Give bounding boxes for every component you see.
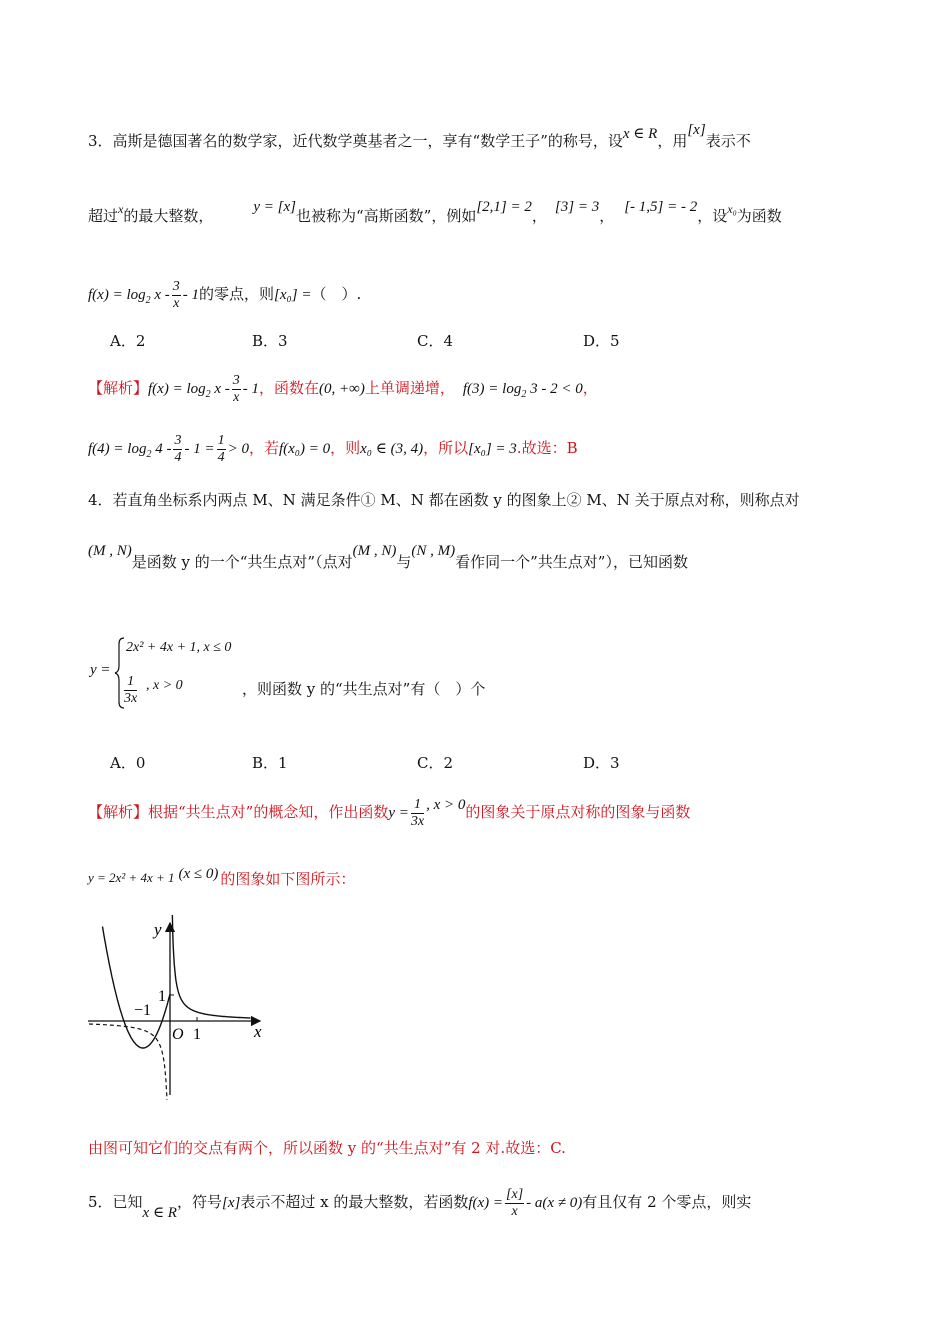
- q3-frac-num: 3: [172, 278, 180, 294]
- q4-sol-fraction: [411, 797, 424, 830]
- q3-function-tail: - 1: [182, 287, 200, 303]
- q3-sol-f4-d1: 4: [174, 449, 182, 465]
- q3-example-2: [3] = 3: [554, 199, 600, 215]
- q5-text-3: 表示不超过 x 的最大整数，若函数: [240, 1193, 469, 1211]
- q3-x-symbol: x: [118, 202, 124, 216]
- q3-sol2-answer: .故选：B: [516, 439, 578, 457]
- q4-option-d: D．3: [583, 754, 620, 772]
- q3-option-c: C．4: [417, 332, 454, 350]
- q5-text-4: 有且仅有 2 个零点，则实: [582, 1193, 752, 1211]
- q3-sol-f4-b: - 1 =: [184, 441, 215, 457]
- q4-option-b: B．1: [252, 754, 288, 772]
- q4-conclusion: [88, 1137, 566, 1159]
- q4-sol-num: 1: [411, 797, 424, 814]
- q3-sol-frac-den: x: [233, 389, 240, 405]
- q3-example-3: [- 1,5] = - 2: [624, 199, 698, 215]
- q3-sol-f4-a: 4 -: [151, 441, 172, 457]
- q3-analysis-tag: 【解析】: [88, 379, 149, 397]
- q3-stem-text: 3．高斯是德国著名的数学家，近代数学奠基者之一，享有“数学王子”的称号，设: [88, 132, 623, 150]
- q3-sol-f3-base: 2: [521, 389, 527, 400]
- q3-sol-interval: (0, +∞): [319, 381, 365, 397]
- q4-sol-text-3: 的图象如下图所示：: [220, 870, 356, 888]
- q5-function: f(x) =: [468, 1195, 504, 1211]
- q4-l2-text-1: 是函数 y 的一个“共生点对”（点对: [131, 553, 353, 571]
- q3-example-1: [2,1] = 2: [476, 199, 532, 215]
- q3-domain-symbol: x ∈ R: [622, 126, 658, 142]
- q4-conclusion-text: 由图可知它们的交点有两个，所以函数 y 的“共生点对”有 2 对.故选：C.: [88, 1139, 566, 1157]
- q3-l2-text-2: 的最大整数，: [123, 207, 214, 225]
- q4-piecewise-function: [88, 636, 588, 712]
- q4-sol-quadratic: y = 2x² + 4x + 1: [88, 870, 175, 885]
- graph-hyperbola-curve: [172, 915, 251, 1018]
- q3-sol-fraction: [232, 373, 241, 406]
- q3-sol-f4-d2: 4: [217, 449, 225, 465]
- q3-line-3: [88, 276, 361, 319]
- q4-sol-cond: , x > 0: [426, 797, 466, 813]
- graph-y-one-label: 1: [158, 988, 166, 1005]
- q4-sol-quadratic-cond: (x ≤ 0): [178, 866, 219, 882]
- q4-point-pair-mn: (M , N): [88, 543, 132, 559]
- q4-solution-line-2: [88, 868, 355, 891]
- q4-piece-num: 1: [124, 674, 137, 691]
- q5-function-tail: - a(x ≠ 0): [526, 1195, 583, 1211]
- graph-x-one-label: 1: [193, 1026, 201, 1043]
- q4-sol-text-2: 的图象关于原点对称的图象与函数: [465, 803, 691, 821]
- graph-neg-one-label: −1: [134, 1002, 152, 1019]
- q3-sol-text-2: 上单调递增，: [364, 379, 455, 397]
- q3-solution-line-2: [88, 430, 578, 473]
- q3-l3-text: 的零点，则: [199, 285, 275, 303]
- q4-line-1: [88, 489, 800, 511]
- q3-line-2: [88, 199, 782, 228]
- q3-option-d: D．5: [583, 332, 620, 350]
- q3-comma-2: ，: [599, 207, 615, 225]
- q5-text-1: 5．已知: [88, 1193, 143, 1211]
- q3-l2-text-3: 也被称为“高斯函数”，例如: [295, 207, 477, 225]
- q3-stem-text-3: 表示不: [705, 132, 751, 150]
- q3-sol-f3-value: 3 - 2 < 0: [526, 381, 583, 397]
- q3-sol-log-base: 2: [205, 389, 211, 400]
- q5-floor-symbol: [x]: [222, 1195, 241, 1211]
- q3-function: f(x) = log: [88, 287, 146, 303]
- q4-option-a: A．0: [110, 754, 146, 772]
- q3-sol2-text-1: ，若: [248, 439, 279, 457]
- q3-gauss-function: y = [x]: [253, 199, 296, 215]
- q4-line-2: [88, 543, 688, 574]
- q4-function-graph: [82, 915, 272, 1100]
- q3-sol-f4-frac2: [217, 433, 226, 466]
- q3-sol-fx0: f(x₀) = 0: [278, 441, 331, 457]
- q3-line-1: [88, 122, 751, 153]
- q4-l2-text-3: 看作同一个”共生点对”），已知函数: [455, 553, 688, 571]
- q3-floor-symbol: [x]: [687, 122, 706, 138]
- q3-sol-function: f(x) = log: [148, 381, 206, 397]
- q5-frac-num: [x]: [506, 1186, 524, 1202]
- q4-sol-y: y =: [388, 805, 409, 821]
- q3-sol-frac-num: 3: [232, 372, 240, 388]
- q4-point-pair-mn-2: (M , N): [352, 543, 397, 559]
- q4-solution-line-1: [88, 792, 690, 833]
- q4-piece-question: ，则函数 y 的“共生点对”有（ ）个: [242, 680, 486, 698]
- q3-sol-f3: f(3) = log: [462, 381, 522, 397]
- q4-sol-den: 3x: [410, 813, 425, 829]
- q3-sol-x0-interval: x₀ ∈ (3, 4): [360, 441, 424, 457]
- q3-log-base: 2: [145, 295, 151, 306]
- q3-sol-text-3: ，: [582, 379, 598, 397]
- q3-comma-1: ，: [531, 207, 547, 225]
- q5-text-2: ，符号: [176, 1193, 222, 1211]
- q3-sol-function-x: x -: [210, 381, 230, 397]
- q5-frac-den: x: [511, 1203, 518, 1219]
- graph-x-label: x: [254, 1022, 262, 1041]
- q3-function-x: x -: [150, 287, 170, 303]
- q3-l2-text: 超过: [88, 207, 119, 225]
- q4-piece-case-2: , x > 0: [146, 678, 183, 693]
- q4-stem-text: 4．若直角坐标系内两点 M、N 满足条件① M、N 都在函数 y 的图象上② M、N 关于原点对称，则称点对: [88, 491, 800, 509]
- q3-sol2-text-2: ，则: [330, 439, 361, 457]
- q3-floor-x0: [x₀] =: [274, 287, 312, 303]
- q4-sol-text-1: 根据“共生点对”的概念知，作出函数: [148, 803, 389, 821]
- q4-point-pair-nm: (N , M): [411, 543, 456, 559]
- q4-analysis-tag: 【解析】: [88, 803, 149, 821]
- q3-l2-text-5: 为函数: [736, 207, 782, 225]
- q3-sol2-text-3: ，所以: [423, 439, 469, 457]
- q3-sol-f4-n1: 3: [174, 432, 182, 448]
- graph-y-label: y: [154, 920, 162, 939]
- graph-origin-label: O: [172, 1026, 184, 1043]
- q4-l2-text-2: 与: [396, 553, 412, 571]
- q4-piece-den: 3x: [124, 691, 138, 706]
- q4-option-c: C．2: [417, 754, 454, 772]
- q3-fraction: [172, 279, 181, 312]
- q3-sol-result: [x₀] = 3: [468, 441, 517, 457]
- q3-sol-f4: f(4) = log: [88, 441, 147, 457]
- q3-option-a: A．2: [110, 332, 146, 350]
- q3-sol-f4-base: 2: [146, 449, 152, 460]
- q3-sol-tail: - 1: [242, 381, 260, 397]
- q3-x0-symbol: x₀: [727, 202, 737, 216]
- q3-frac-den: x: [173, 295, 180, 311]
- q4-piece-case-1: 2x² + 4x + 1, x ≤ 0: [126, 640, 232, 655]
- q5-fraction: [505, 1187, 524, 1220]
- q5-line-1: [88, 1182, 751, 1223]
- q3-solution-line-1: [88, 370, 598, 413]
- q3-sol-f4-frac1: [173, 433, 182, 466]
- q3-answer-blank: （ ）.: [311, 285, 362, 303]
- q3-sol-text-1: ，函数在: [259, 379, 320, 397]
- q3-option-b: B．3: [252, 332, 288, 350]
- q3-stem-text-2: ，用: [657, 132, 688, 150]
- q3-sol-f4-c: > 0: [227, 441, 249, 457]
- q4-piece-fraction: [124, 674, 137, 707]
- q4-piece-y: y =: [90, 662, 111, 678]
- q3-l2-text-4: ，设: [697, 207, 728, 225]
- q3-sol-f4-n2: 1: [217, 432, 225, 448]
- q5-domain-symbol: x ∈ R: [142, 1205, 177, 1221]
